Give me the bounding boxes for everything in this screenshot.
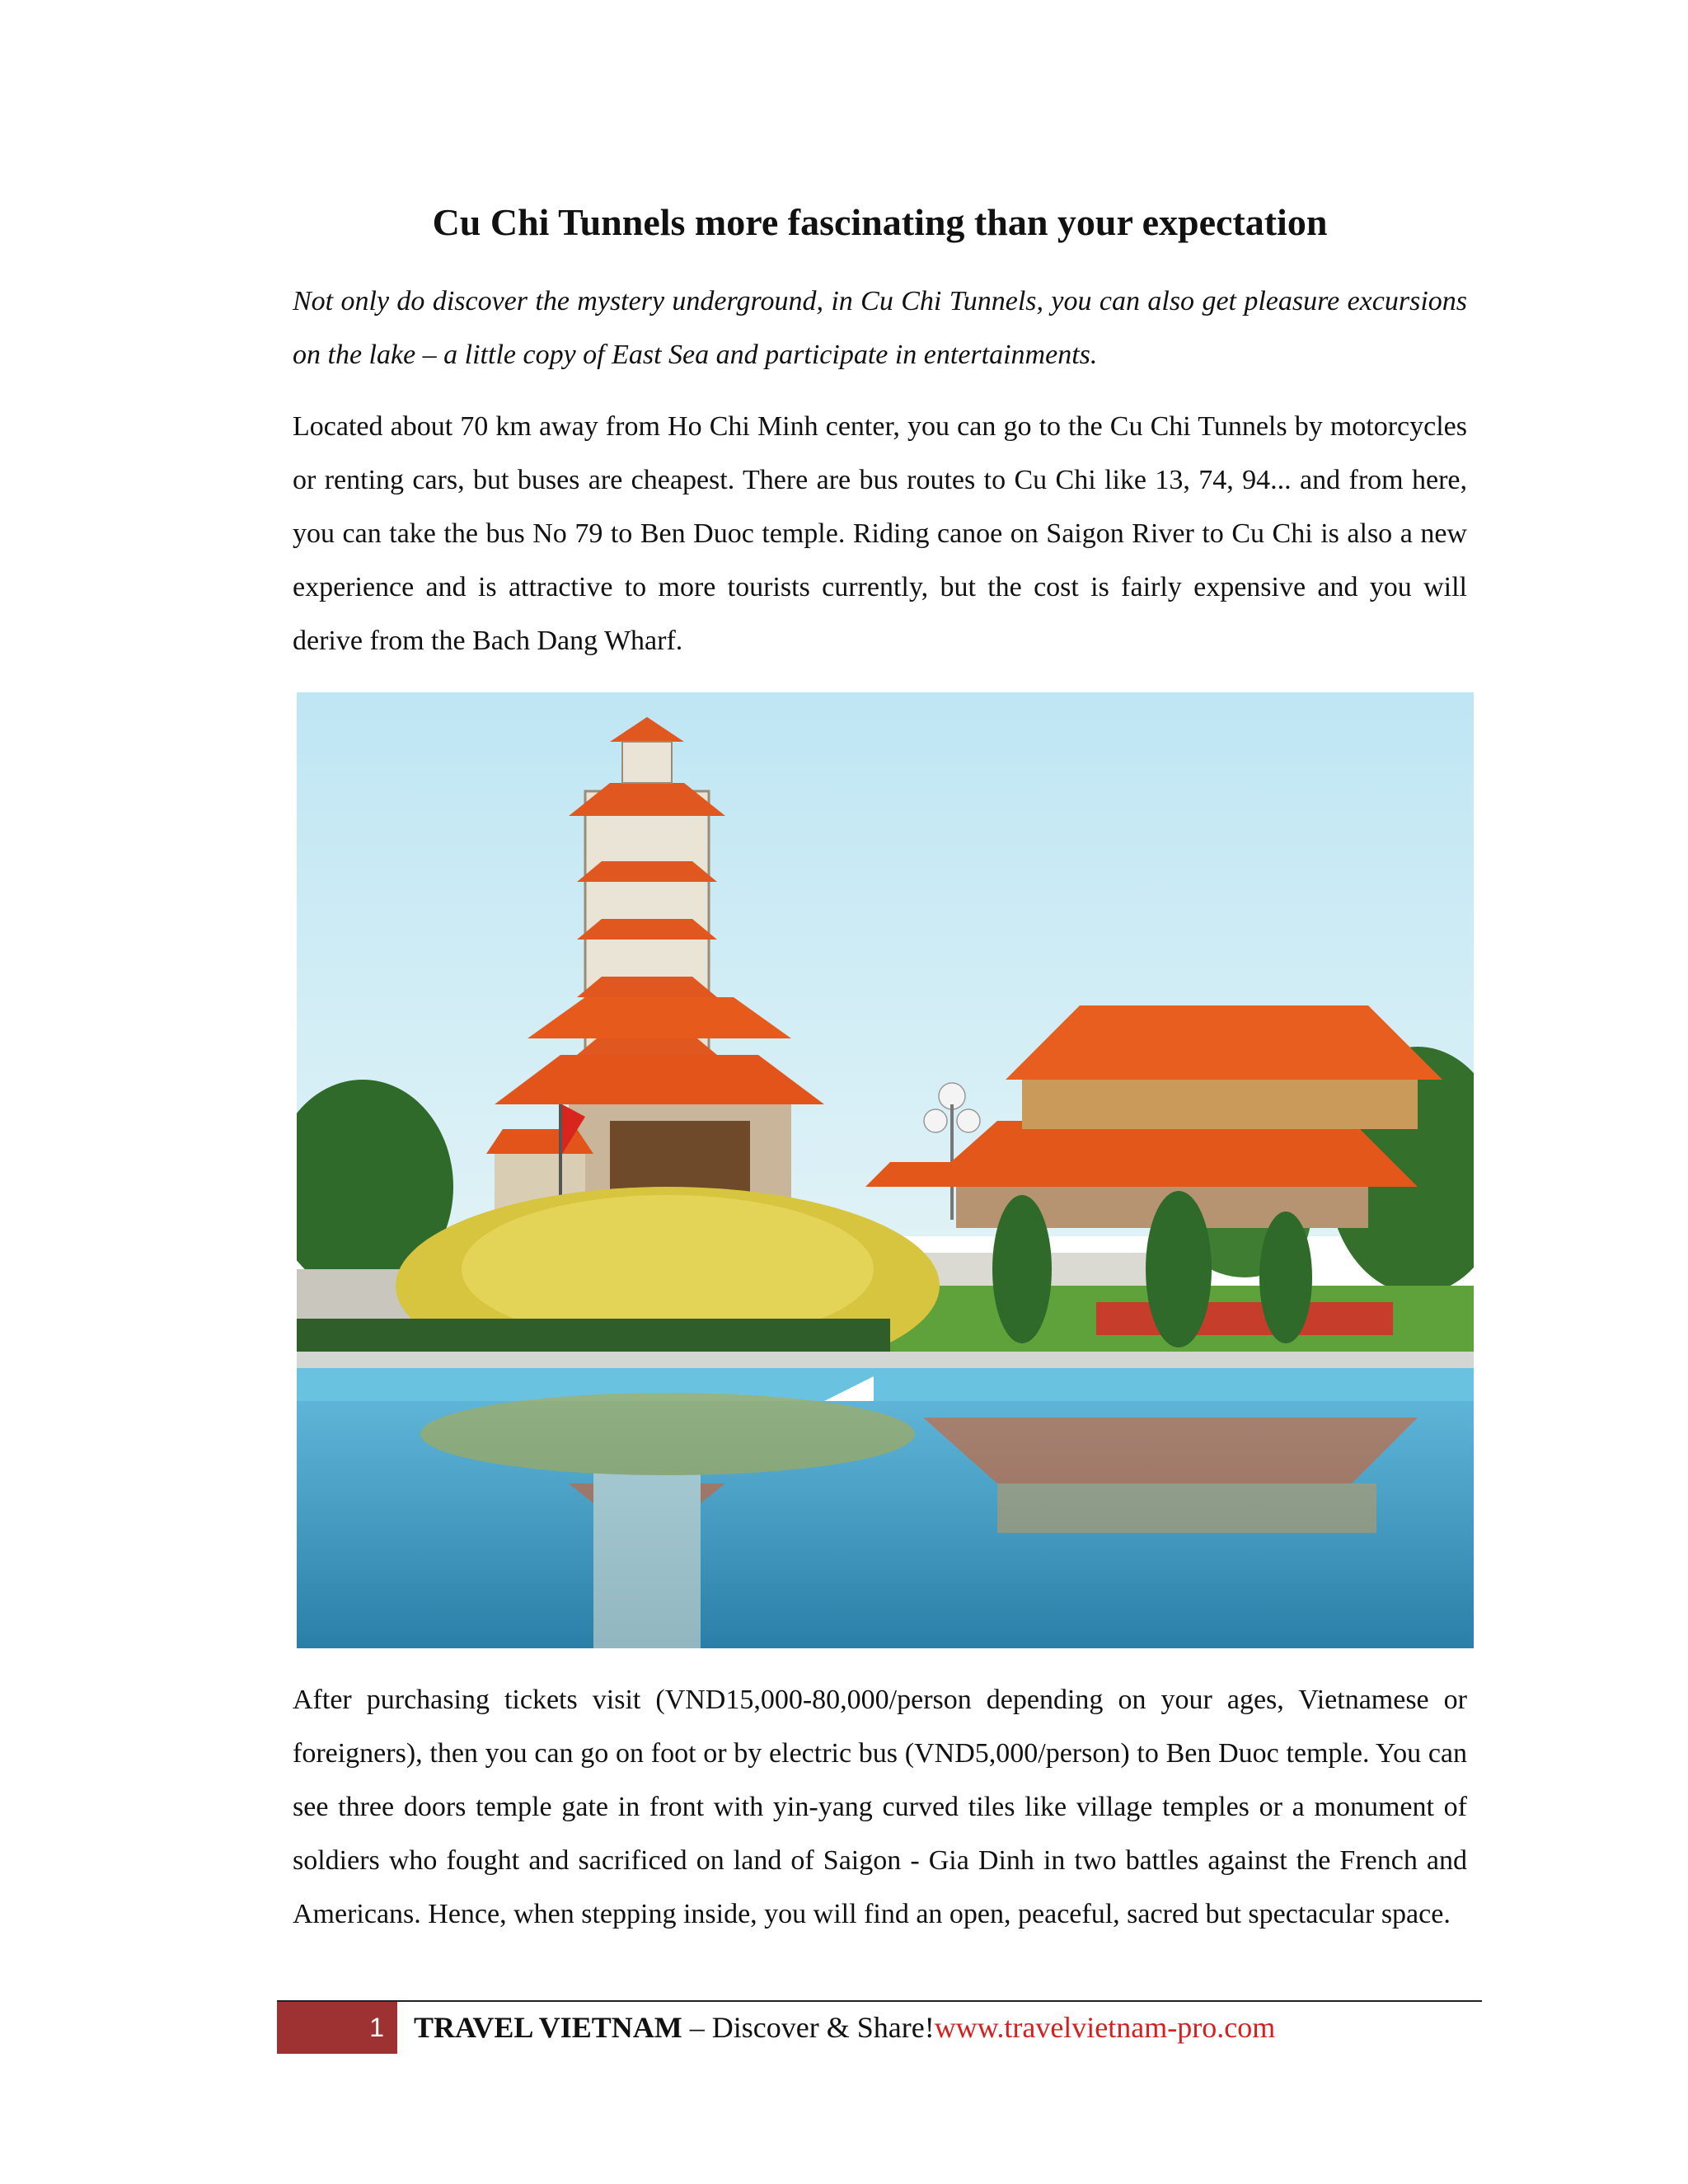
article-paragraph-2: After purchasing tickets visit (VND15,000-80,000/person depending on your ages, Vietnamese or foreigners), then you can go on foot or by electric bus (VND5,000/person) to Ben Duoc temple. You can see three doors temple gate in front with yin-yang curved tiles like village temples or a monument of soldiers who fought and sacrificed on land of Saigon - Gia Dinh in two battles against the French and Americans. Hence, when stepping inside, you will find an open, peaceful, sacred but spectacular space. — [293, 1685, 1467, 1929]
footer-tagline: – Discover & Share! — [682, 2011, 935, 2044]
footer-divider — [277, 2000, 1482, 2002]
page-number-label: 1 — [369, 2013, 384, 2042]
article-paragraph-1: Located about 70 km away from Ho Chi Minh center, you can go to the Cu Chi Tunnels by motorcycles or renting cars, but buses are cheapest. There are bus routes to Cu Chi like 13, 74, 94... and from here, you can take the bus No 79 to Ben Duoc temple. Riding canoe on Saigon River to Cu Chi is also a new experience and is attractive to more tourists currently, but the cost is fairly expensive and you will derive from the Bach Dang Wharf. — [293, 411, 1467, 656]
temple-photo — [297, 692, 1474, 1648]
article-intro: Not only do discover the mystery underground, in Cu Chi Tunnels, you can also get pleasure excursions on the lake – a little copy of East Sea and participate in entertainments. — [293, 286, 1467, 370]
footer-text — [414, 2004, 1275, 2050]
footer-url-link[interactable]: www.travelvietnam-pro.com — [934, 2011, 1276, 2044]
page-number — [277, 2002, 397, 2054]
article-title: Cu Chi Tunnels more fascinating than your expectation — [432, 201, 1328, 243]
footer-brand: TRAVEL VIETNAM — [414, 2011, 682, 2044]
